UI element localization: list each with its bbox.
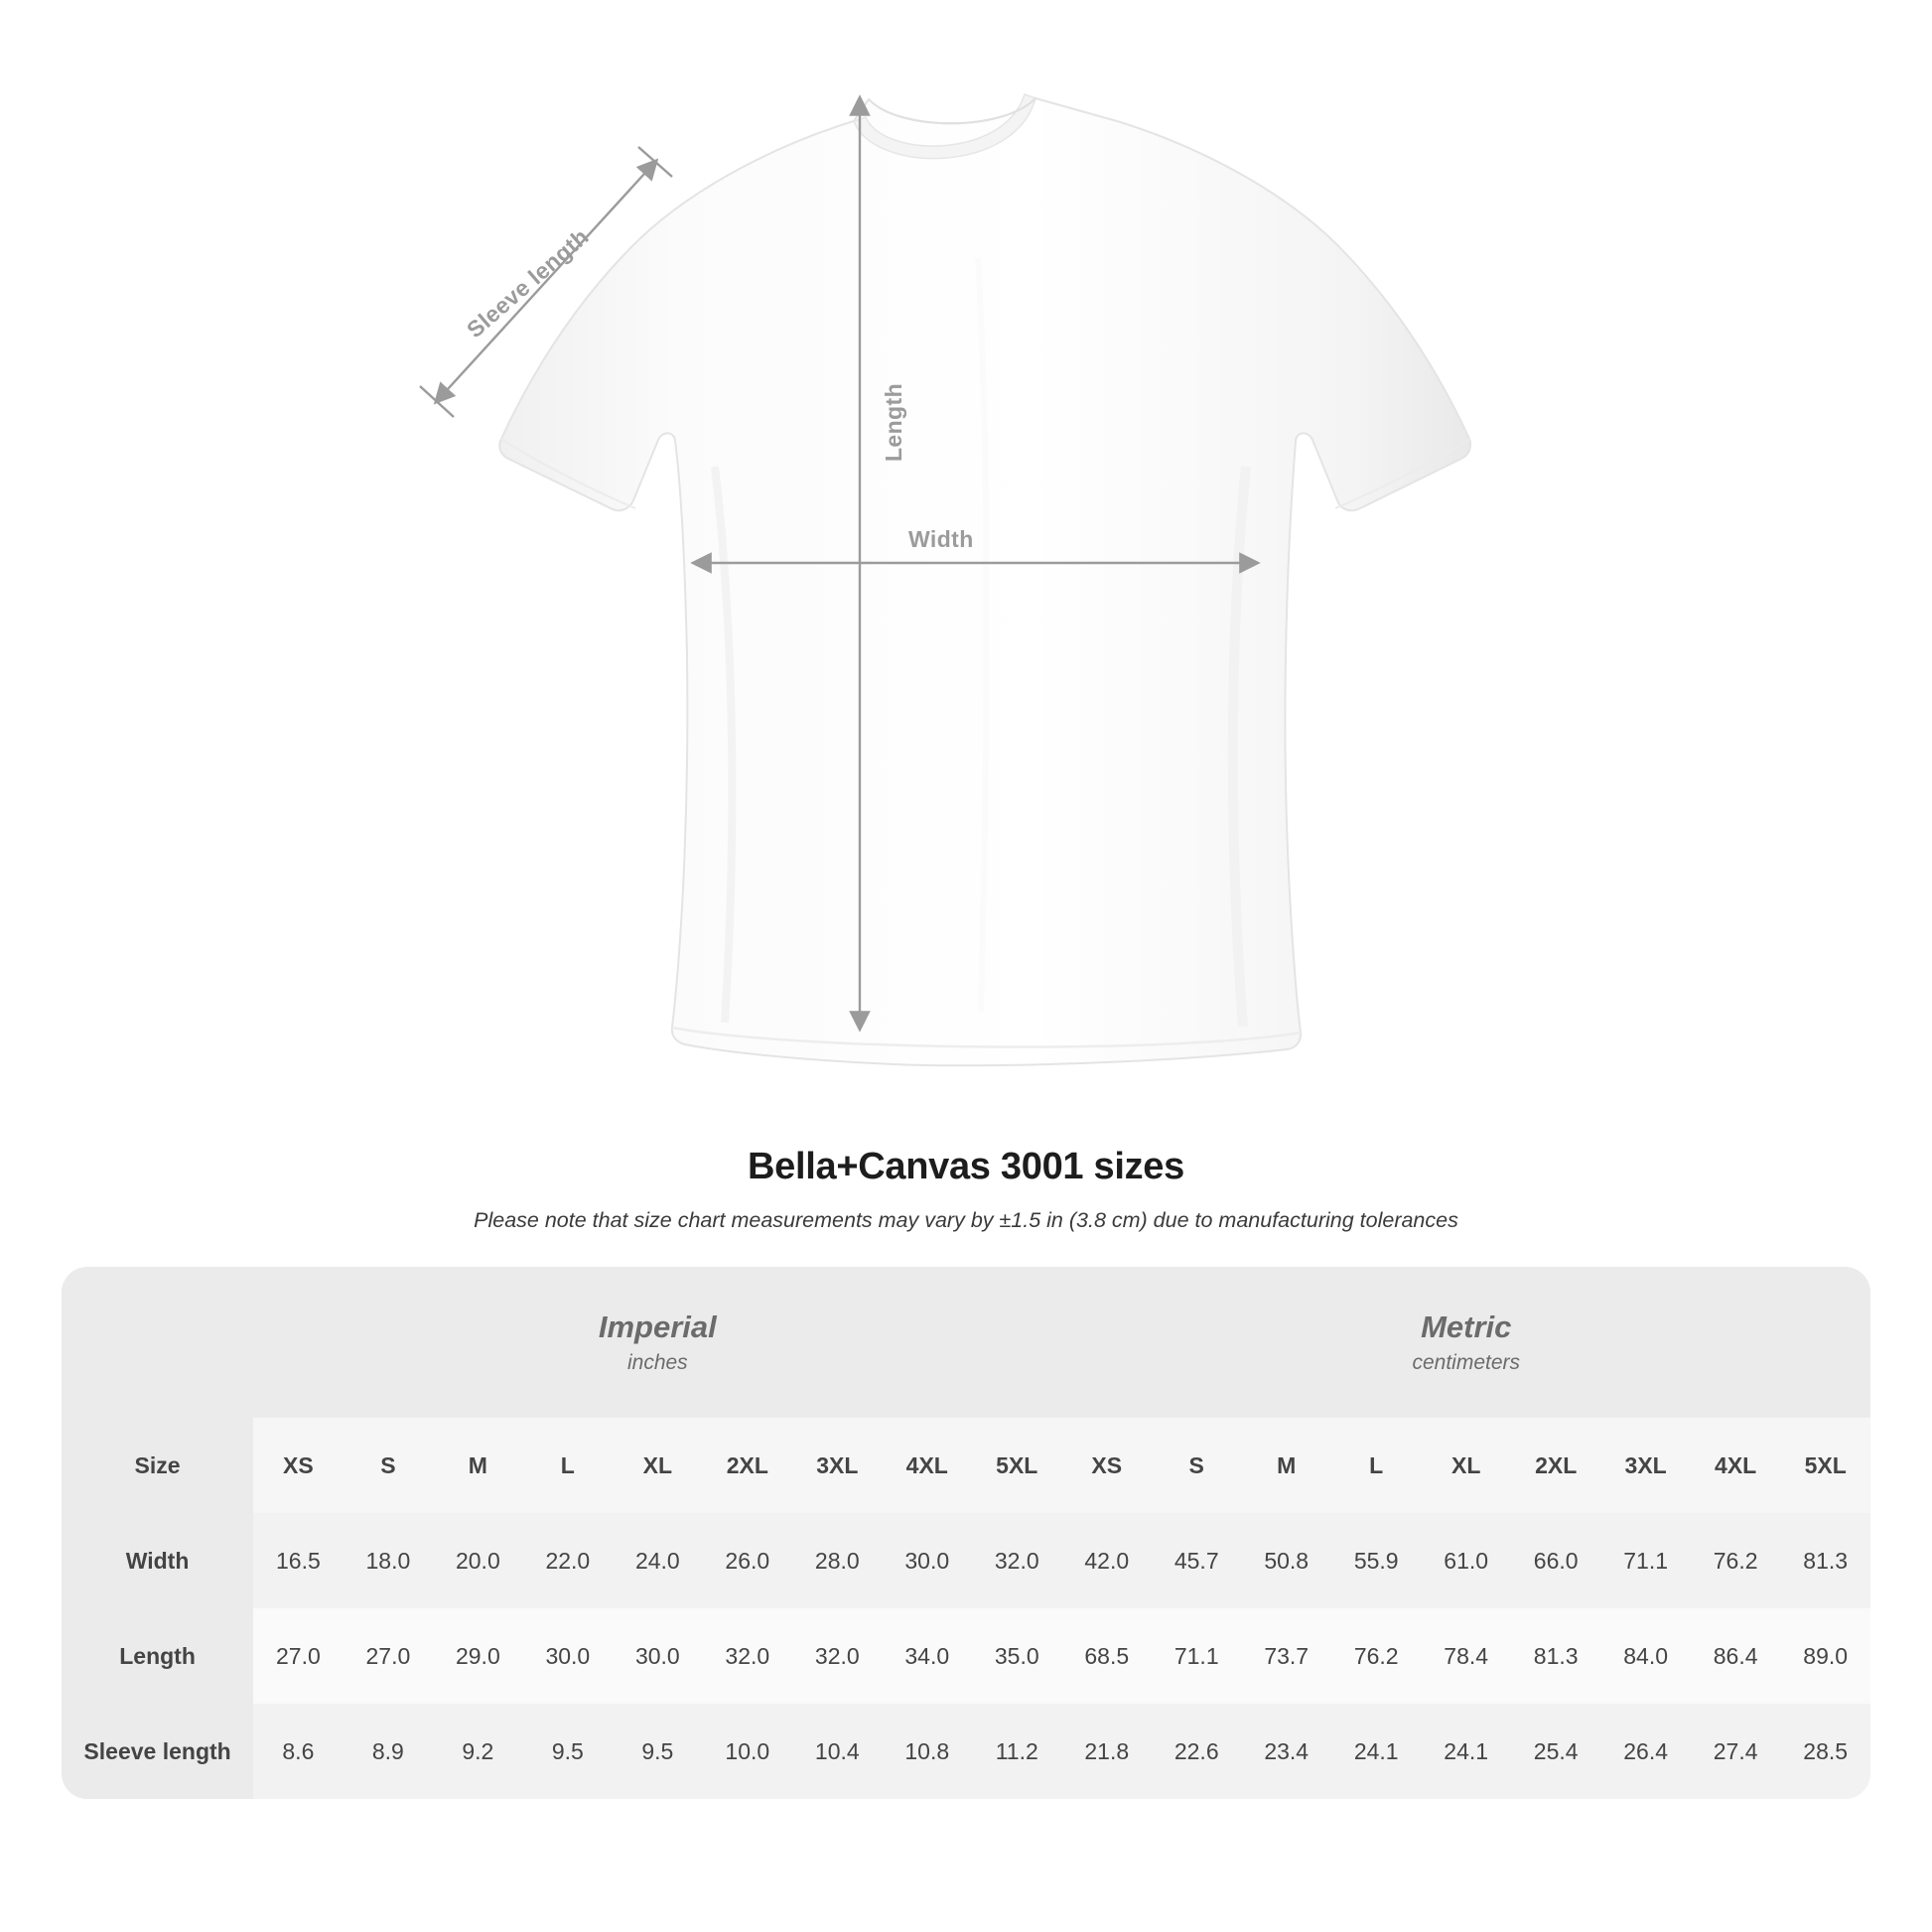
measurement-cell: 8.6 [253, 1704, 343, 1799]
measurement-cell: 26.0 [703, 1513, 792, 1608]
width-label: Width [908, 526, 974, 552]
sleeve-length-label: Sleeve length [461, 222, 594, 344]
measurement-cell: 76.2 [1331, 1608, 1421, 1704]
size-header-cell: 4XL [883, 1418, 972, 1513]
measurement-cell: 24.1 [1331, 1704, 1421, 1799]
measurement-cell: 10.8 [883, 1704, 972, 1799]
measurement-cell: 55.9 [1331, 1513, 1421, 1608]
size-header-cell: 5XL [972, 1418, 1061, 1513]
table-row [62, 1608, 1870, 1704]
measurement-row-label: Width [62, 1513, 253, 1608]
measurement-cell: 34.0 [883, 1608, 972, 1704]
measurement-cell: 9.5 [613, 1704, 702, 1799]
size-header-cell: S [344, 1418, 433, 1513]
unit-name-imperial: Imperial [598, 1310, 717, 1345]
measurement-cell: 76.2 [1691, 1513, 1780, 1608]
size-header-row [62, 1418, 1870, 1513]
measurement-cell: 24.1 [1421, 1704, 1510, 1799]
size-header-cell: XS [1062, 1418, 1152, 1513]
measurement-cell: 10.0 [703, 1704, 792, 1799]
size-header-cell: L [523, 1418, 613, 1513]
measurement-cell: 32.0 [972, 1513, 1061, 1608]
measurement-cell: 50.8 [1241, 1513, 1330, 1608]
measurement-cell: 73.7 [1241, 1608, 1330, 1704]
measurement-cell: 21.8 [1062, 1704, 1152, 1799]
measurement-cell: 18.0 [344, 1513, 433, 1608]
measurement-cell: 84.0 [1600, 1608, 1690, 1704]
measurement-cell: 86.4 [1691, 1608, 1780, 1704]
measurement-cell: 29.0 [433, 1608, 522, 1704]
size-row-header: Size [62, 1418, 253, 1513]
size-header-cell: M [433, 1418, 522, 1513]
size-header-cell: S [1152, 1418, 1241, 1513]
measurement-cell: 30.0 [613, 1608, 702, 1704]
size-header-cell: 2XL [1511, 1418, 1600, 1513]
measurement-cell: 22.0 [523, 1513, 613, 1608]
measurement-row-label: Sleeve length [62, 1704, 253, 1799]
unit-sub-metric: centimeters [1412, 1350, 1521, 1374]
measurement-cell: 35.0 [972, 1608, 1061, 1704]
unit-header-metric [1062, 1267, 1871, 1418]
measurement-cell: 81.3 [1780, 1513, 1870, 1608]
size-header-cell: M [1241, 1418, 1330, 1513]
unit-sub-imperial: inches [626, 1350, 688, 1374]
measurement-cell: 71.1 [1152, 1608, 1241, 1704]
measurement-cell: 30.0 [523, 1608, 613, 1704]
measurement-cell: 23.4 [1241, 1704, 1330, 1799]
measurement-cell: 32.0 [703, 1608, 792, 1704]
size-header-cell: 3XL [792, 1418, 882, 1513]
measurement-cell: 22.6 [1152, 1704, 1241, 1799]
measurement-cell: 32.0 [792, 1608, 882, 1704]
measurement-cell: 27.0 [253, 1608, 343, 1704]
measurement-cell: 61.0 [1421, 1513, 1510, 1608]
size-header-cell: XL [1421, 1418, 1510, 1513]
table-row [62, 1704, 1870, 1799]
measurement-cell: 26.4 [1600, 1704, 1690, 1799]
size-header-cell: 2XL [703, 1418, 792, 1513]
measurement-cell: 68.5 [1062, 1608, 1152, 1704]
size-header-cell: XS [253, 1418, 343, 1513]
measurement-cell: 9.2 [433, 1704, 522, 1799]
measurement-cell: 25.4 [1511, 1704, 1600, 1799]
measurement-cell: 81.3 [1511, 1608, 1600, 1704]
size-header-cell: 4XL [1691, 1418, 1780, 1513]
unit-header-row [62, 1267, 1870, 1418]
measurement-cell: 24.0 [613, 1513, 702, 1608]
measurement-cell: 78.4 [1421, 1608, 1510, 1704]
measurement-cell: 71.1 [1600, 1513, 1690, 1608]
measurement-cell: 30.0 [883, 1513, 972, 1608]
measurement-cell: 28.0 [792, 1513, 882, 1608]
unit-header-spacer [62, 1267, 253, 1418]
measurement-cell: 8.9 [344, 1704, 433, 1799]
size-header-cell: 5XL [1780, 1418, 1870, 1513]
measurement-cell: 11.2 [972, 1704, 1061, 1799]
measurement-cell: 27.4 [1691, 1704, 1780, 1799]
chart-heading [0, 1146, 1932, 1233]
measurement-row-label: Length [62, 1608, 253, 1704]
measurement-cell: 10.4 [792, 1704, 882, 1799]
size-table-container [62, 1267, 1870, 1799]
tolerance-note: Please note that size chart measurements may vary by ±1.5 in (3.8 cm) due to manufacturing tolerances [474, 1208, 1458, 1232]
unit-header-imperial [253, 1267, 1061, 1418]
measurement-cell: 16.5 [253, 1513, 343, 1608]
table-row [62, 1513, 1870, 1608]
unit-name-metric: Metric [1421, 1310, 1512, 1345]
length-label: Length [881, 382, 907, 463]
measurement-cell: 45.7 [1152, 1513, 1241, 1608]
measurement-cell: 28.5 [1780, 1704, 1870, 1799]
size-header-cell: L [1331, 1418, 1421, 1513]
tshirt-shape [499, 94, 1470, 1065]
measurement-cell: 27.0 [344, 1608, 433, 1704]
measurement-cell: 89.0 [1780, 1608, 1870, 1704]
size-header-cell: XL [613, 1418, 702, 1513]
size-table [62, 1267, 1870, 1799]
measurement-cell: 42.0 [1062, 1513, 1152, 1608]
size-header-cell: 3XL [1600, 1418, 1690, 1513]
measurement-cell: 20.0 [433, 1513, 522, 1608]
measurement-cell: 9.5 [523, 1704, 613, 1799]
page-title: Bella+Canvas 3001 sizes [748, 1146, 1184, 1187]
measurement-cell: 66.0 [1511, 1513, 1600, 1608]
